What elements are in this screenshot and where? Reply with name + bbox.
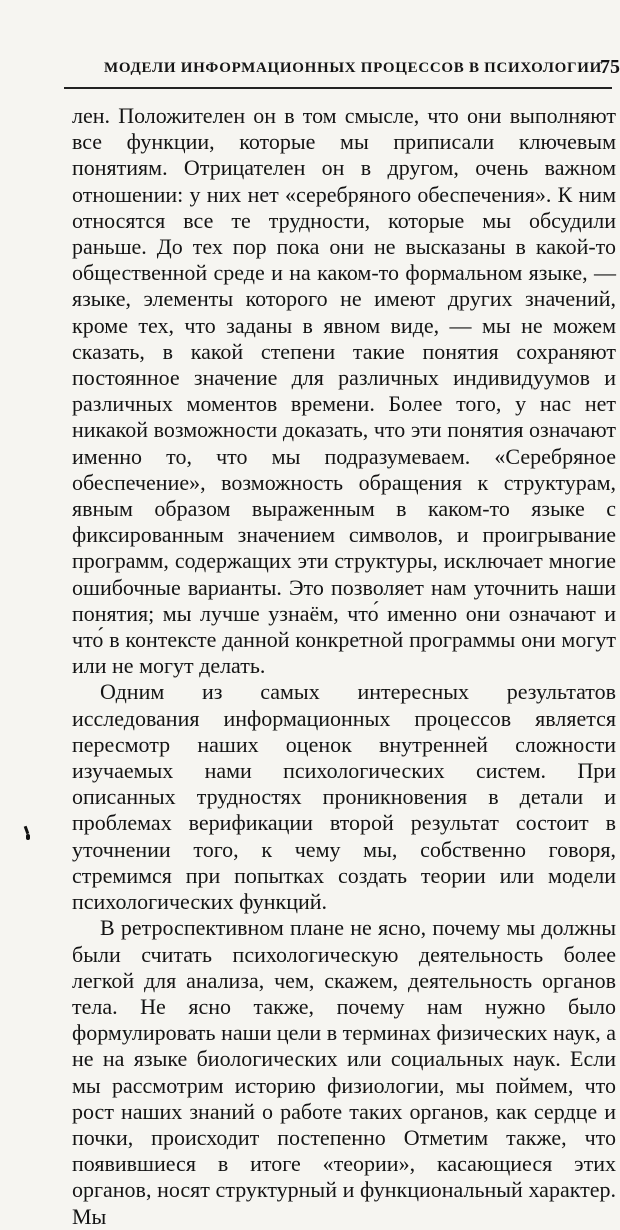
- page-body: [72, 103, 616, 1230]
- paragraph-3: В ретроспективном плане не ясно, почему мы должны были считать психологическую деятельность более легкой для анализа, чем, скажем, деятельность органов тела. Не ясно также, почему нам нужно было формулировать наши цели в терминах физических наук, а не на языке биологических или социальных наук. Если мы рассмотрим историю физиологии, мы поймем, что рост наших знаний о работе таких органов, как сердце и почки, происходит постепенно Отметим также, что появившиеся в итоге «теории», касающиеся этих органов, носят структурный и функциональный характер. Мы: [72, 915, 616, 1229]
- running-head: МОДЕЛИ ИНФОРМАЦИОННЫХ ПРОЦЕССОВ В ПСИХОЛОГИИ: [104, 60, 602, 76]
- margin-mark: [24, 826, 30, 846]
- paragraph-1: лен. Положителен он в том смысле, что они выполняют все функции, которые мы приписали ключевым понятиям. Отрицателен он в другом, очень важном отношении: у них нет «серебряного обеспечения». К ним относятся все те трудности, которые мы обсудили раньше. До тех пор пока они не высказаны в какой-то общественной среде и на каком-то формальном языке, — языке, элементы которого не имеют других значений, кроме тех, что заданы в явном виде, — мы не можем сказать, в какой степени такие понятия сохраняют постоянное значение для различных индивидуумов и различных моментов времени. Более того, у нас нет никакой возможности доказать, что эти понятия означают именно то, что мы подразумеваем. «Серебряное обеспечение», возможность обращения к структурам, явным образом выраженным в каком-то языке с фиксированным значением символов, и проигрывание программ, содержащих эти структуры, исключает многие ошибочные варианты. Это позволяет нам уточнить наши понятия; мы лучше узнаём, что́ именно они означают и что́ в контексте данной конкретной программы они могут или не могут делать.: [72, 103, 616, 679]
- header-rule: [64, 87, 612, 89]
- paragraph-2: Одним из самых интересных результатов исследования информационных процессов является пересмотр наших оценок внутренней сложности изучаемых нами психологических систем. При описанных трудностях проникновения в детали и проблемах верификации второй результат состоит в уточнении того, к чему мы, собственно говоря, стремимся при попытках создать теории или модели психологических функций.: [72, 679, 616, 915]
- page-number: 75: [600, 56, 620, 78]
- page-header: [104, 56, 620, 86]
